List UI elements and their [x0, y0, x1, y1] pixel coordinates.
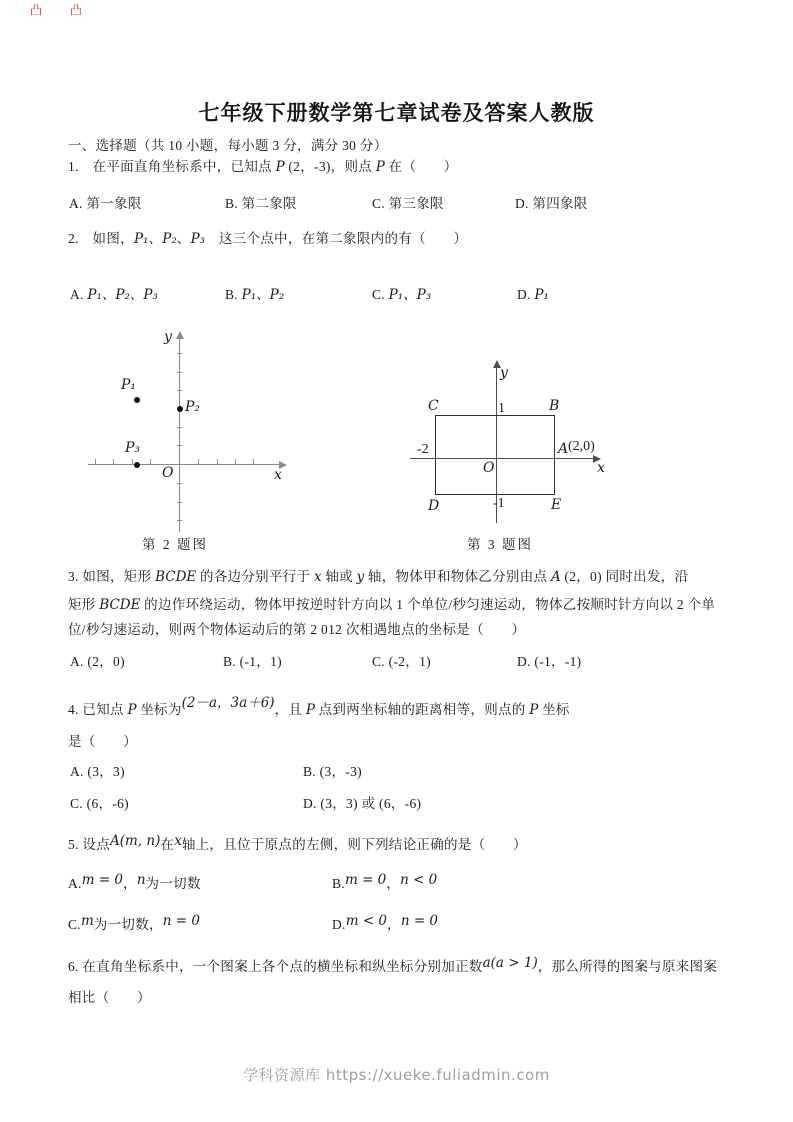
- tick-mark: [177, 520, 182, 521]
- stem-text: 在（ ）: [384, 159, 458, 174]
- tick-mark: [177, 502, 182, 503]
- math-var-p: P: [127, 702, 137, 718]
- q1-option-b: B. 第二象限: [225, 196, 297, 211]
- y-axis-label: y: [164, 329, 172, 345]
- question-3-stem-line2: [68, 597, 715, 614]
- tick-mark: [235, 459, 236, 464]
- math-point-p3: P₃: [190, 231, 206, 247]
- q2-option-c: [372, 287, 431, 304]
- q5-option-d: [332, 913, 439, 934]
- tick-mark: [217, 459, 218, 464]
- stem-text: 坐标为: [136, 702, 182, 717]
- q5-option-a: [68, 872, 201, 893]
- tick-mark: [177, 483, 182, 484]
- vertex-b-label: B: [549, 398, 560, 414]
- math-point-a-mn: A(m, n): [110, 833, 161, 849]
- q5-option-b: [332, 872, 438, 893]
- option-text: ，: [123, 876, 137, 891]
- math-var-p: P: [529, 702, 539, 718]
- q4-option-b: B. (3，-3): [303, 764, 362, 779]
- option-text: 为一切数: [145, 876, 201, 891]
- stem-text: (2，-3)，则点: [284, 159, 376, 174]
- coordinate-formula: (2－a，3a＋6): [181, 695, 275, 711]
- math-point-p2: P₂: [162, 231, 177, 247]
- stem-text: 轴，物体甲和物体乙分别由点: [364, 569, 551, 584]
- question-4-stem-line2: 是（ ）: [68, 734, 137, 749]
- tick-mark: [177, 427, 182, 428]
- question-4-stem-line1: [68, 695, 570, 719]
- q3-option-d: D. (-1，-1): [517, 654, 582, 669]
- option-label: A.: [70, 287, 84, 302]
- tick-mark: [177, 445, 182, 446]
- question-2-stem: [68, 231, 467, 248]
- tick-mark: [150, 459, 151, 464]
- x-axis-label: x: [597, 460, 605, 476]
- stem-text: 轴上，且位于原点的左侧，则下列结论正确的是（ ）: [181, 837, 527, 852]
- q1-option-d: D. 第四象限: [515, 196, 588, 211]
- q1-option-a: A. 第一象限: [69, 196, 142, 211]
- x-tick-neg2-label: -2: [417, 442, 429, 457]
- q4-option-d: D. (3，3) 或 (6，-6): [303, 796, 422, 811]
- option-math: P₁、P₂: [241, 287, 285, 303]
- math-point-p1: P₁: [133, 231, 149, 247]
- point-a-coordinates: (2,0): [568, 439, 595, 454]
- y-axis-label: y: [500, 365, 508, 381]
- page-title: 七年级下册数学第七章试卷及答案人教版: [198, 101, 595, 125]
- stem-text: 的边作环绕运动，物体甲按逆时针方向以 1 个单位/秒匀速运动，物体乙按顺时针方向以 2 个单: [140, 597, 716, 612]
- question-6-stem-line1: [68, 955, 718, 976]
- origin-label: O: [162, 465, 174, 481]
- stem-text: 点到两坐标轴的距离相等，则点的: [314, 702, 530, 717]
- math-var-x: x: [174, 833, 182, 849]
- stem-text: 4. 已知点: [68, 702, 128, 717]
- y-tick-neg1-label: -1: [493, 496, 505, 511]
- q4-option-a: A. (3，3): [70, 764, 125, 779]
- option-math: P₁、P₃: [388, 287, 432, 303]
- rectangle-bcde: [435, 415, 555, 495]
- tick-mark: [132, 459, 133, 464]
- q2-option-d: [517, 287, 549, 304]
- tick-mark: [95, 459, 96, 464]
- option-math: n = 0: [400, 913, 439, 929]
- x-axis-label: x: [274, 467, 282, 483]
- stem-text: 的各边分别平行于: [196, 569, 315, 584]
- option-label: C.: [68, 917, 81, 932]
- stem-text: 3. 如图，矩形: [68, 569, 156, 584]
- stem-text: 2. 如图，: [68, 231, 134, 246]
- math-var-p: P: [275, 159, 285, 175]
- vertex-d-label: D: [428, 498, 440, 514]
- option-math: m: [80, 913, 94, 929]
- math-var-a: A: [550, 569, 561, 585]
- math-var-p: P: [305, 702, 315, 718]
- option-label: B.: [332, 876, 345, 891]
- option-math: n: [136, 872, 146, 888]
- figure-q2-coordinate-plane: [88, 330, 294, 536]
- figure-q3-rectangle-plane: [408, 358, 608, 528]
- option-label: C.: [372, 287, 385, 302]
- option-text: ，: [387, 917, 401, 932]
- option-text: ，: [386, 876, 401, 891]
- q3-option-c: C. (-2，1): [372, 654, 431, 669]
- origin-label: O: [483, 460, 495, 476]
- watermark-footer: 学科资源库 https://xueke.fuliadmin.com: [243, 1066, 550, 1084]
- q2-option-b: [225, 287, 284, 304]
- stem-text: (2，0) 同时出发，沿: [560, 569, 689, 584]
- tick-mark: [198, 459, 199, 464]
- tick-mark: [177, 353, 182, 354]
- stem-text: ，且: [274, 702, 306, 717]
- stem-text: 、: [176, 231, 191, 246]
- tick-mark: [177, 372, 182, 373]
- point-p1-dot: [134, 397, 140, 403]
- point-p2-label: P₂: [185, 399, 201, 415]
- math-var-p: P: [375, 159, 385, 175]
- option-label: D.: [332, 917, 346, 932]
- option-math: m = 0: [81, 872, 124, 888]
- point-p2-dot: [177, 406, 183, 412]
- stem-text: ，那么所得的图案与原来图案: [537, 959, 718, 974]
- stem-text: 在: [160, 837, 175, 852]
- stem-text: 1. 在平面直角坐标系中，已知点: [68, 159, 276, 174]
- figure-q2-caption: 第 2 题图: [142, 537, 208, 552]
- figure-q3-caption: 第 3 题图: [467, 537, 533, 552]
- q1-option-c: C. 第三象限: [372, 196, 444, 211]
- option-text: 为一切数，: [93, 917, 163, 932]
- question-3-stem-line3: 位/秒匀速运动，则两个物体运动后的第 2 012 次相遇地点的坐标是（ ）: [68, 622, 526, 637]
- point-p1-label: P₁: [121, 377, 137, 393]
- option-math: m < 0: [345, 913, 388, 929]
- vertex-c-label: C: [428, 398, 439, 414]
- point-p3-dot: [134, 462, 140, 468]
- tick-mark: [177, 390, 182, 391]
- q3-option-b: B. (-1，1): [223, 654, 282, 669]
- y-axis-arrowhead-icon: [176, 331, 184, 339]
- point-p3-label: P₃: [125, 440, 141, 456]
- question-3-stem-line1: [68, 569, 688, 586]
- stem-text: 5. 设点: [68, 837, 110, 852]
- stem-text: 坐标: [538, 702, 570, 717]
- x-axis: [88, 464, 280, 465]
- point-a-label: A: [558, 441, 569, 457]
- math-var-y: y: [356, 569, 365, 585]
- question-5-stem: [68, 833, 527, 854]
- q2-option-a: [70, 287, 158, 304]
- option-math: n < 0: [400, 872, 438, 888]
- stem-text: 6. 在直角坐标系中，一个图案上各个点的横坐标和纵坐标分别加正数: [68, 959, 483, 974]
- option-math: m = 0: [344, 872, 387, 888]
- option-math: n = 0: [162, 913, 200, 929]
- question-1-stem: [68, 159, 458, 176]
- option-math: P₁: [534, 287, 549, 303]
- math-a-condition: a(a > 1): [482, 955, 538, 971]
- question-6-stem-line2: 相比（ ）: [68, 990, 151, 1005]
- section-header: 一、选择题（共 10 小题，每小题 3 分，满分 30 分）: [68, 138, 388, 153]
- stem-text: 矩形: [68, 597, 100, 612]
- math-rect-bcde: BCDE: [155, 569, 197, 585]
- option-label: A.: [68, 876, 82, 891]
- stem-text: 、: [148, 231, 163, 246]
- red-corner-marks: 凸 凸: [30, 3, 94, 17]
- option-label: D.: [517, 287, 531, 302]
- option-label: B.: [225, 287, 238, 302]
- q4-option-c: C. (6，-6): [70, 796, 129, 811]
- tick-mark: [113, 459, 114, 464]
- option-math: P₁、P₂、P₃: [87, 287, 158, 303]
- math-rect-bcde: BCDE: [99, 597, 141, 613]
- math-var-x: x: [314, 569, 322, 585]
- stem-text: 轴或: [321, 569, 357, 584]
- tick-mark: [253, 459, 254, 464]
- stem-text: 这三个点中，在第二象限内的有（ ）: [205, 231, 468, 246]
- vertex-e-label: E: [551, 497, 562, 513]
- q5-option-c: [68, 913, 200, 934]
- y-tick-1-label: 1: [498, 401, 505, 416]
- q3-option-a: A. (2，0): [70, 654, 125, 669]
